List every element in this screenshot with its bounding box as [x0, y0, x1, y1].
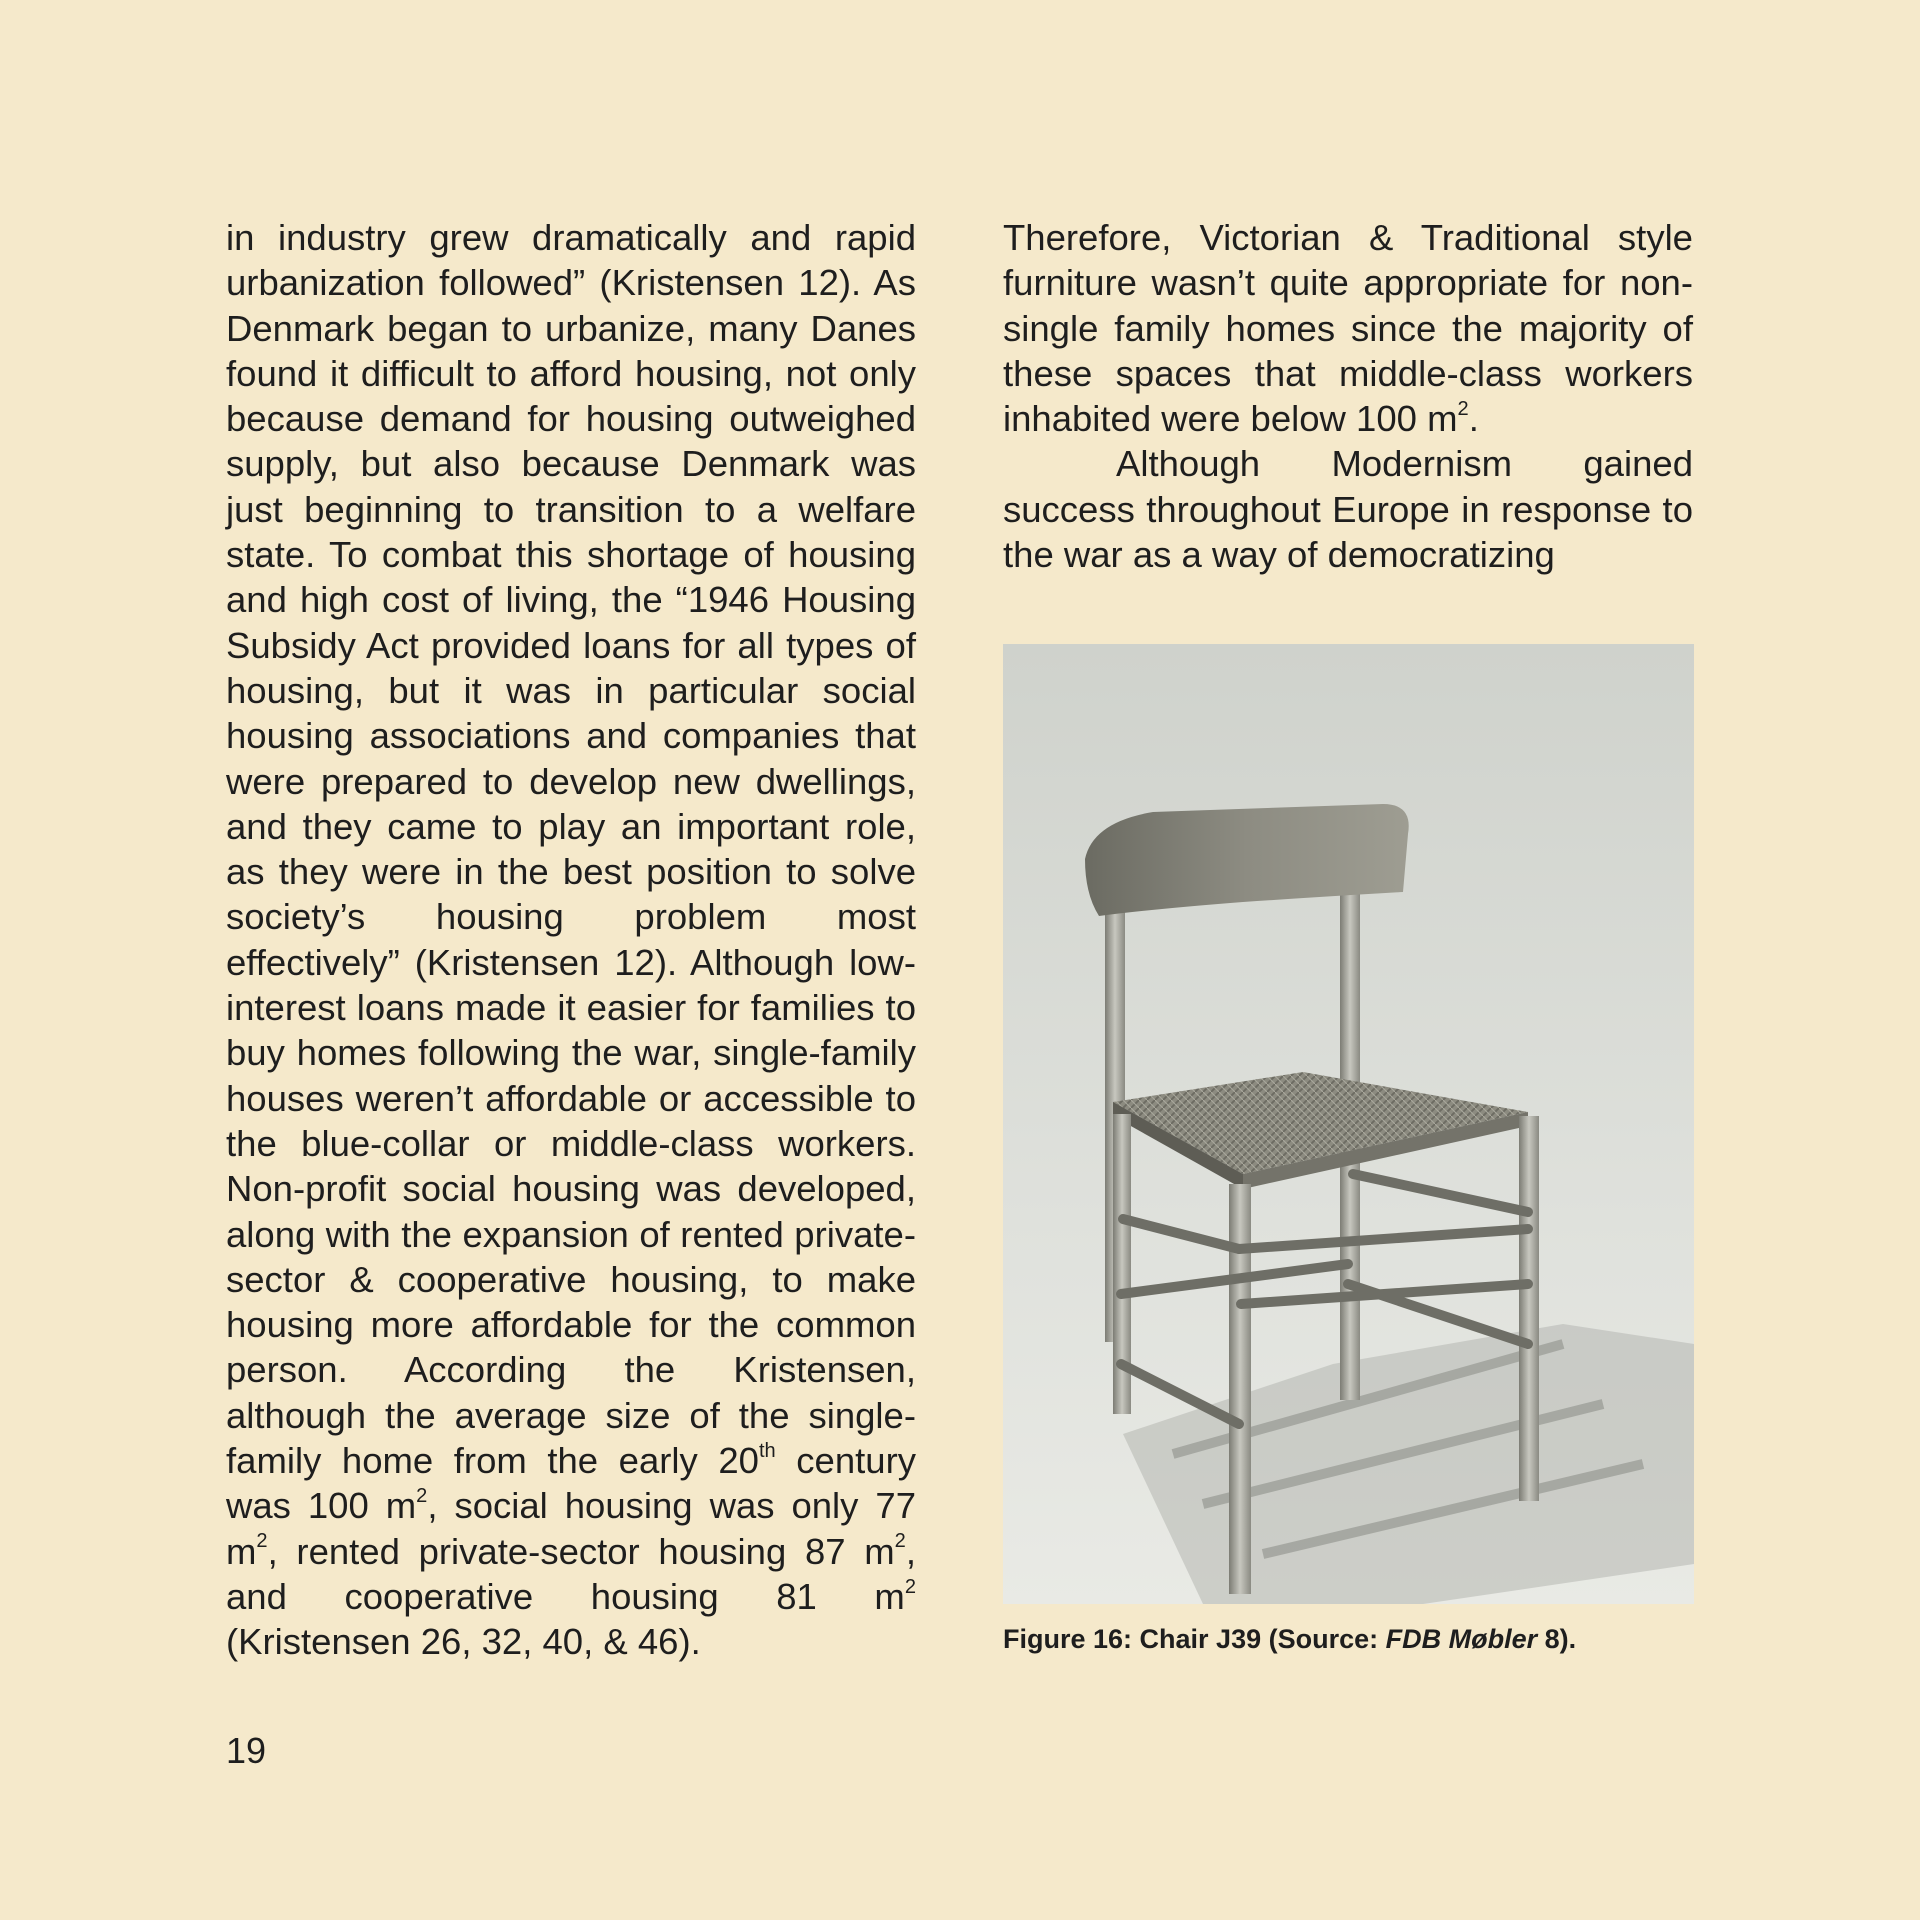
figure-caption: Figure 16: Chair J39 (Source: FDB Møbler 8).	[1003, 1624, 1577, 1654]
chair-illustration	[1003, 644, 1694, 1604]
right-paragraph-1: Therefore, Victorian & Traditional style furniture wasn’t quite appropriate for non-single family homes since the majority of these spaces that middle-class workers inhabited were below 100 $m^2$.	[1003, 217, 1693, 440]
right-text-column	[1003, 215, 1693, 577]
left-paragraph: in industry grew dramatically and rapid urbanization followed” (Kristensen 12). As Denmark began to urbanize, many Danes found it difficult to afford housing, not only because demand for housing outweighed supply, but also because Denmark was just beginning to transition to a welfare state. To combat this shortage of housing and high cost of living, the “1946 Housing Subsidy Act provided loans for all types of housing, but it was in particular social housing associations and companies that were prepared to develop new dwellings, and they came to play an important role, as they were in the best position to solve society’s housing problem most effectively” (Kristensen 12). Although low-interest loans made it easier for families to buy homes following the war, single-family houses weren’t affordable or accessible to the blue-collar or middle-class workers. Non-profit social housing was developed, along with the expansion of rented private-sector & cooperative housing, to make housing more affordable for the common person. According the Kristensen, although the average size of the single-family home from the early 20th century was 100 $m^2$, social housing was only 77 $m^2$, rented private-sector housing 87 $m^2$, and cooperative housing 81 $m^2$ (Kristensen 26, 32, 40, & 46).	[226, 217, 916, 1663]
chair-photo	[1003, 644, 1694, 1604]
page-number: 19	[226, 1730, 267, 1771]
right-paragraph-2: Although Modernism gained success throughout Europe in response to the war as a way of democratizing	[1003, 443, 1693, 576]
left-text-column	[226, 215, 916, 1665]
